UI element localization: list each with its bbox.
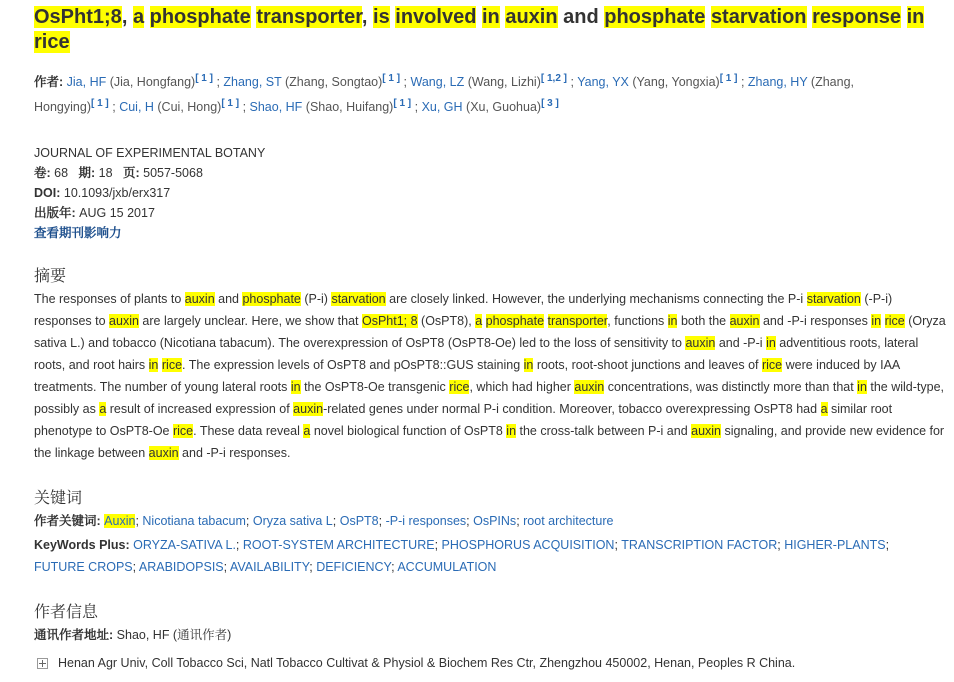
author-keyword-link[interactable]: root architecture — [523, 514, 614, 528]
text-run — [144, 6, 150, 28]
highlighted-term: involved — [395, 6, 477, 28]
author-full-name: (Shao, Huifang) — [302, 100, 394, 114]
highlighted-term: in — [857, 380, 867, 394]
highlighted-term: auxin — [685, 336, 716, 350]
volume-label: 卷: — [34, 166, 51, 180]
text-run: , — [121, 6, 133, 28]
text-run: (-P-i) responses to — [34, 292, 893, 328]
keyword-plus-link[interactable]: ARABIDOPSIS — [138, 560, 224, 574]
highlighted-term: auxin — [505, 6, 558, 28]
highlighted-term: phosphate — [604, 6, 706, 28]
corresponding-author-row — [34, 624, 231, 646]
volume-issue-pages — [34, 163, 634, 183]
text-run: and -P-i responses. — [178, 446, 291, 460]
text-run — [544, 314, 547, 328]
keyword-plus-link[interactable]: ORYZA-SATIVA L. — [133, 538, 236, 552]
keywords-heading: 关键词 — [34, 490, 83, 507]
highlighted-term: rice — [161, 358, 183, 372]
highlighted-term: OsPht1; 8 — [361, 314, 418, 328]
address-row — [31, 652, 795, 674]
highlighted-term: auxin — [574, 380, 605, 394]
keyword-plus-link[interactable]: PHOSPHORUS ACQUISITION — [441, 538, 615, 552]
highlighted-term: rice — [761, 358, 783, 372]
text-run: roots, root-shoot junctions and leaves of — [533, 358, 762, 372]
corresponding-value: Shao, HF (通讯作者) — [116, 628, 232, 642]
text-run: , which had higher — [469, 380, 575, 394]
author-keywords-label: 作者关键词: — [34, 514, 101, 528]
text-run: . The expression levels of OsPT8 and pOsPT8::GUS staining — [182, 358, 524, 372]
text-run: and -P-i — [715, 336, 767, 350]
separator: ; — [411, 100, 422, 114]
highlighted-term: starvation — [331, 292, 386, 306]
highlighted-term: phosphate — [485, 314, 545, 328]
author-keyword-link[interactable]: OsPT8 — [339, 514, 379, 528]
text-run: result of increased expression of — [106, 402, 294, 416]
author-link[interactable]: Xu, GH — [421, 100, 463, 114]
author-affiliation-ref[interactable]: [ 1 ] — [221, 98, 240, 109]
text-run: (OsPT8), — [417, 314, 476, 328]
text-run: were induced by IAA treatments. The number of young lateral roots — [34, 358, 900, 394]
address-text: Henan Agr Univ, Coll Tobacco Sci, Natl Tobacco Cultivat & Physiol & Biochem Res Ctr, Zhengzhou 450002, Henan, Peoples R China. — [58, 656, 796, 670]
highlighted-term: auxin — [691, 424, 722, 438]
text-run: and — [557, 6, 605, 28]
text-run: both the — [677, 314, 730, 328]
highlighted-term: phosphate — [149, 6, 251, 28]
separator: ; — [108, 100, 120, 114]
author-info-heading: 作者信息 — [34, 604, 99, 621]
highlighted-term: OsPht1;8 — [34, 6, 122, 28]
author-affiliation-ref[interactable]: [ 1 ] — [90, 98, 109, 109]
keyword-plus-link[interactable]: DEFICIENCY — [316, 560, 392, 574]
highlighted-term: transporter — [256, 6, 362, 28]
highlighted-term: rice — [34, 31, 70, 53]
keywords-plus-label: KeyWords Plus: — [34, 538, 130, 552]
text-run: . These data reveal — [193, 424, 304, 438]
highlighted-term: in — [667, 314, 678, 328]
highlighted-term: rice — [884, 314, 905, 328]
separator: ; — [400, 75, 411, 89]
highlighted-term: response — [812, 6, 902, 28]
text-run: adventitious roots, lateral roots, and root hairs — [34, 336, 919, 372]
highlighted-term: phosphate — [242, 292, 301, 306]
separator: ; — [212, 75, 224, 89]
highlighted-term: a — [475, 314, 483, 328]
text-run: the wild-type, possibly as — [34, 380, 945, 416]
author-link[interactable]: Cui, H — [119, 100, 154, 114]
keyword-plus-link[interactable]: ACCUMULATION — [397, 560, 497, 574]
author-link[interactable]: Yang, YX — [577, 75, 629, 89]
highlighted-term: auxin — [109, 314, 139, 328]
highlighted-term: a — [303, 424, 311, 438]
text-run: -related genes under normal P-i condition. Moreover, tobacco overexpressing OsPT8 had — [323, 402, 821, 416]
date-row — [34, 203, 634, 223]
separator: ; — [737, 75, 748, 89]
author-full-name: (Jia, Hongfang) — [106, 75, 196, 89]
highlighted-term: a — [820, 402, 828, 416]
highlighted-term: in — [766, 336, 776, 350]
text-run: , functions — [607, 314, 668, 328]
author-full-name: (Yang, Yongxia) — [628, 75, 720, 89]
author-affiliation-ref[interactable]: [ 1 ] — [393, 98, 412, 109]
author-keyword-link[interactable]: OsPINs — [473, 514, 517, 528]
author-full-name: (Cui, Hong) — [153, 100, 222, 114]
text-run: (Oryza sativa L.) and tobacco (Nicotiana tabacum). The overexpression of OsPT8 (OsPT8-Oe) led to the loss of sensitivity to — [34, 314, 946, 350]
pages-label: 页: — [122, 166, 140, 180]
text-run: are largely unclear. Here, we show that — [138, 314, 362, 328]
keyword-plus-link[interactable]: HIGHER-PLANTS — [784, 538, 886, 552]
author-full-name: (Zhang, Hongying) — [34, 75, 854, 114]
highlighted-term: auxin — [184, 292, 215, 306]
doi-value: 10.1093/jxb/erx317 — [63, 186, 171, 200]
author-full-name: (Wang, Lizhi) — [464, 75, 541, 89]
corresponding-label: 通讯作者地址: — [34, 628, 114, 642]
author-keyword-link[interactable]: Oryza sativa L — [252, 514, 333, 528]
text-run: concentrations, was distinctly more than that — [604, 380, 858, 394]
highlighted-term: auxin — [293, 402, 324, 416]
text-run — [901, 6, 907, 28]
doi-row — [34, 183, 634, 203]
highlighted-term: auxin — [148, 446, 179, 460]
highlighted-term: in — [506, 424, 517, 438]
highlighted-term: a — [99, 402, 107, 416]
author-affiliation-ref[interactable]: [ 1 ] — [195, 73, 213, 84]
author-keywords-row — [34, 510, 934, 532]
highlighted-term: rice — [172, 424, 194, 438]
text-run: , — [361, 6, 374, 28]
keyword-plus-link[interactable]: AVAILABILITY — [229, 560, 310, 574]
date-label: 出版年: — [34, 206, 76, 220]
highlighted-term: in — [906, 6, 925, 28]
highlighted-term: rice — [449, 380, 470, 394]
issue-value: 18 — [98, 166, 113, 180]
author-link[interactable]: Zhang, ST — [223, 75, 282, 89]
keywords-plus-row — [34, 534, 934, 578]
publication-info — [34, 143, 634, 243]
text-run: and — [214, 292, 243, 306]
authors-label: 作者: — [34, 75, 64, 89]
author-full-name: (Zhang, Songtao) — [281, 75, 383, 89]
article-title — [34, 5, 934, 55]
abstract-text — [34, 288, 946, 464]
highlighted-term: in — [481, 6, 500, 28]
author-keyword-link[interactable] — [104, 514, 135, 528]
author-affiliation-ref[interactable]: [ 1,2 ] — [540, 73, 568, 84]
keyword-plus-link[interactable]: TRANSCRIPTION FACTOR — [621, 538, 778, 552]
highlighted-term: in — [290, 380, 301, 394]
author-affiliation-ref[interactable]: [ 1 ] — [719, 73, 738, 84]
text-run: (P-i) — [300, 292, 332, 306]
highlighted-term: starvation — [710, 6, 807, 28]
author-keywords-list: Auxin; Nicotiana tabacum; Oryza sativa L; OsPT8; -P-i responses; OsPINs; root architecture — [104, 514, 614, 528]
highlighted-term: in — [523, 358, 534, 372]
doi-label: DOI: — [34, 186, 61, 200]
pages-value: 5057-5068 — [143, 166, 203, 180]
text-run: are closely linked. However, the underlying mechanisms connecting the P-i — [385, 292, 807, 306]
author-full-name: (Xu, Guohua) — [462, 100, 542, 114]
highlighted-term: Auxin — [104, 514, 136, 528]
authors-block — [34, 70, 904, 120]
highlighted-term: in — [148, 358, 159, 372]
author-keyword-link[interactable]: -P-i responses — [385, 514, 467, 528]
text-run: and -P-i responses — [759, 314, 872, 328]
issue-label: 期: — [78, 166, 96, 180]
author-link[interactable]: Wang, LZ — [410, 75, 465, 89]
highlighted-term: a — [132, 6, 145, 28]
authors-list — [34, 75, 854, 114]
highlighted-term: auxin — [729, 314, 760, 328]
journal-name: JOURNAL OF EXPERIMENTAL BOTANY — [34, 146, 266, 160]
highlighted-term: in — [871, 314, 882, 328]
text-run: signaling, and provide new evidence for the linkage between — [34, 424, 945, 460]
keyword-plus-link[interactable]: ROOT-SYSTEM ARCHITECTURE — [242, 538, 435, 552]
author-affiliation-ref[interactable]: [ 3 ] — [541, 98, 559, 109]
date-value: AUG 15 2017 — [79, 206, 155, 220]
text-run: The responses of plants to — [34, 292, 185, 306]
abstract-heading: 摘要 — [34, 268, 67, 285]
expand-plus-icon[interactable] — [37, 658, 48, 669]
text-run: novel biological function of OsPT8 — [310, 424, 507, 438]
author-keyword-link[interactable]: Nicotiana tabacum — [142, 514, 246, 528]
highlighted-term: transporter — [547, 314, 608, 328]
volume-value: 68 — [54, 166, 69, 180]
author-link[interactable]: Shao, HF — [249, 100, 303, 114]
keyword-plus-link[interactable]: FUTURE CROPS — [34, 560, 133, 574]
author-link[interactable]: Jia, HF — [66, 75, 107, 89]
separator: ; — [239, 100, 250, 114]
author-affiliation-ref[interactable]: [ 1 ] — [382, 73, 401, 84]
keywords-plus-list: ORYZA-SATIVA L.; ROOT-SYSTEM ARCHITECTURE; PHOSPHORUS ACQUISITION; TRANSCRIPTION FACTOR; HIGHER-PLANTS; FUTURE CROPS; ARABIDOPSIS; AVAILABILITY; DEFICIENCY; ACCUMULATION — [34, 538, 890, 574]
separator: ; — [567, 75, 578, 89]
text-run: the cross-talk between P-i and — [516, 424, 692, 438]
highlighted-term: starvation — [806, 292, 861, 306]
highlighted-term: is — [373, 6, 390, 28]
journal-impact-link[interactable]: 查看期刊影响力 — [34, 226, 122, 240]
text-run: similar root phenotype to OsPT8-Oe — [34, 402, 893, 438]
text-run: the OsPT8-Oe transgenic — [300, 380, 450, 394]
author-link[interactable]: Zhang, HY — [747, 75, 808, 89]
